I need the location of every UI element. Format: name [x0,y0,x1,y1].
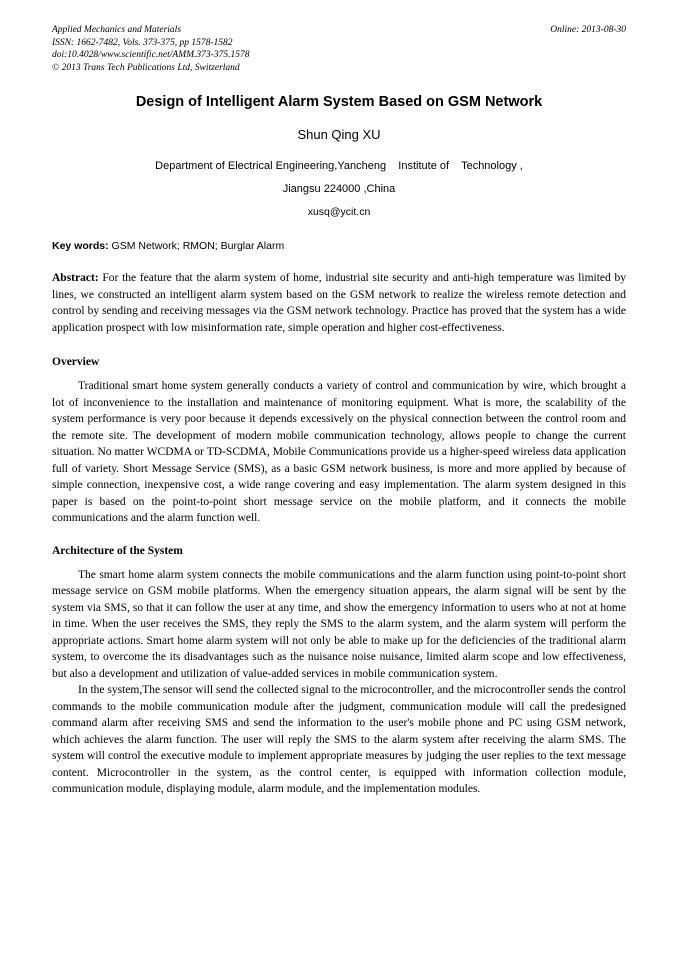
author-name: Shun Qing XU [297,127,381,142]
affiliation-line-2: Jiangsu 224000 ,China [282,183,396,195]
keywords-label: Key words: [52,240,109,252]
journal-issn-volume: ISSN: 1662-7482, Vols. 373-375, pp 1578-1582 [52,37,233,48]
section-architecture-paragraph-2: In the system,The sensor will send the collected signal to the microcontroller, and the microcontroller sends the control commands to the mobile communication module after the judgment, communication module will call the predesigned command alarm after receiving SMS and send the information to the user's mobile phone and PC using GSM network, which achieves the alarm function. The user will reply the SMS to the alarm system after receiving the alarm SMS. The system will control the executive module to implement appropriate measures by judging the user replies to the text message content. Microcontroller in the system, as the control center, is equipped with information collection module, communication module, displaying module, alarm module, and the implementation modules. [52,684,626,795]
section-architecture-paragraph-1: The smart home alarm system connects the mobile communications and the alarm function using point-to-point short message service on GSM mobile platforms. When the emergency situation appears, the alarm signal will be sent by the system via SMS, so that it can follow the user at any time, and show the emergency information to users who at not at home in time. When the user receives the SMS, they reply the SMS to the alarm system, and the alarm system will perform the appropriate actions. Smart home alarm system will not only be able to make up for the deficiencies of the traditional alarm system, to overcome the its disadvantages such as the nuisance noise nuisance, limited alarm scope and low effectiveness, but also a development and utilization of value-added services in mobile communication system. [52,568,626,680]
page-title: Design of Intelligent Alarm System Based on GSM Network [135,94,543,110]
abstract-label: Abstract: [52,272,99,284]
affiliation-line-1: Department of Electrical Engineering,Yancheng Institute of Technology , [155,160,523,172]
section-architecture [52,543,626,798]
section-heading-architecture: Architecture of the System [52,544,183,557]
section-gap [52,527,626,543]
journal-header [52,24,626,74]
journal-name: Applied Mechanics and Materials [52,25,182,35]
abstract-text: For the feature that the alarm system of home, industrial site security and anti-high temperature was limited by lines, we constructed an intelligent alarm system based on the GSM network to realize the wireless remote detection and control by sending and receiving messages via the GSM network technology. Practice has proved that the system has a wide application prospect with low misinformation rate, simple operation and higher cost-effectiveness. [52,272,626,334]
journal-copyright: © 2013 Trans Tech Publications Ltd, Switzerland [52,62,240,73]
author-email: xusq@ycit.cn [307,206,371,218]
section-overview [52,354,626,527]
keywords-text: GSM Network; RMON; Burglar Alarm [108,240,285,252]
abstract-block [52,270,626,336]
keywords-block [52,239,626,254]
journal-doi: doi:10.4028/www.scientific.net/AMM.373-375.1578 [52,50,250,60]
section-overview-paragraph-1: Traditional smart home system generally conducts a variety of control and communication by wire, which brought a lot of inconvenience to the installation and maintenance of monitoring equipment. What is more, the scalability of the system performance is very poor because it depends excessively on the physical connection between the control room and the remote site. The development of modern mobile communication technology, allows people to change the current situation. No matter WCDMA or TD-SCDMA, Mobile Communications provide us a higher-speed wireless data application full of variety. Short Message Service (SMS), as a basic GSM network business, is more and more applied by because of simple connection, inexpensive cost, a wide range covering and easy implementation. The alarm system designed in this paper is based on the point-to-point short message service on the mobile platform, and it connects the mobile communications and the alarm function well. [52,380,626,524]
online-date: Online: 2013-08-30 [550,25,626,35]
section-heading-overview: Overview [52,356,100,368]
